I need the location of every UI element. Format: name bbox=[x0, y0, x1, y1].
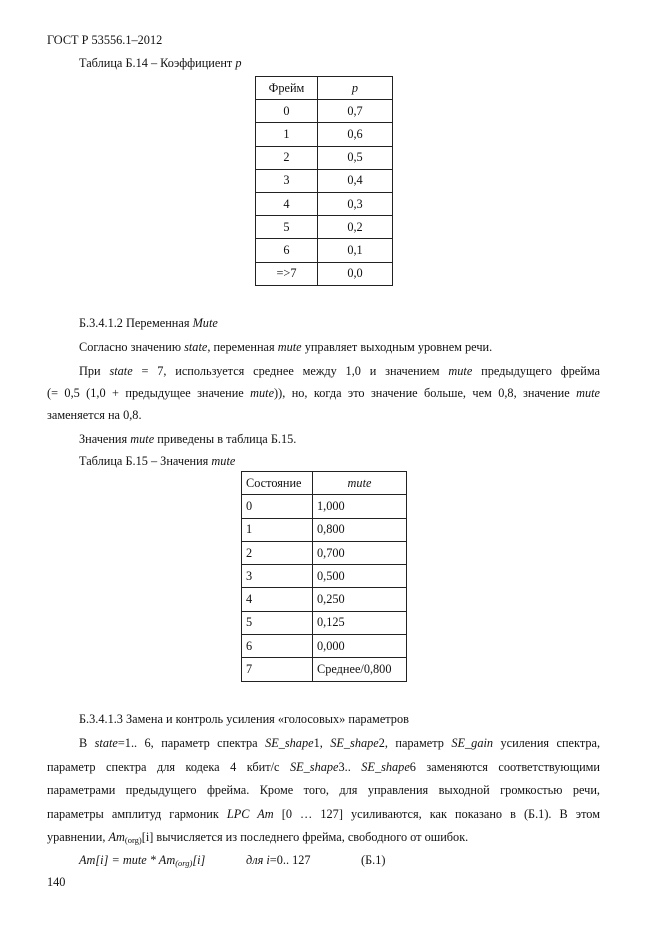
mute-cell: 0,125 bbox=[313, 611, 407, 634]
mute-cell: 0,250 bbox=[313, 588, 407, 611]
frame-cell: =>7 bbox=[256, 262, 318, 285]
state-cell: 1 bbox=[242, 518, 313, 541]
p-cell: 0,2 bbox=[318, 216, 393, 239]
table-row bbox=[242, 518, 407, 541]
p-cell: 0,4 bbox=[318, 169, 393, 192]
table-row bbox=[256, 216, 393, 239]
table-row bbox=[256, 146, 393, 169]
table-row bbox=[242, 635, 407, 658]
gain-paragraph-line-5: уравнении, $Am_{(org)}[i]$ вычисляется из последнего фрейма, свободного от ошибок. bbox=[47, 830, 469, 845]
state-cell: 2 bbox=[242, 541, 313, 564]
table-b15-caption: Таблица Б.15 – Значения mute bbox=[79, 454, 236, 468]
table-row bbox=[242, 611, 407, 634]
table-header-row bbox=[256, 77, 393, 100]
frame-cell: 2 bbox=[256, 146, 318, 169]
table-row bbox=[256, 169, 393, 192]
mute-cell: 0,700 bbox=[313, 541, 407, 564]
gain-paragraph-line-2: параметр спектра для кодека 4 кбит/с SE_shape3.. SE_shape6 заменяются соответствующими bbox=[47, 760, 601, 774]
gain-paragraph-line-4: параметры амплитуд гармоник LPC Am [0 … 127] усиливаются, как показано в (Б.1). В этом bbox=[47, 807, 600, 821]
col-mute-header: mute bbox=[313, 472, 407, 495]
p-cell: 0,5 bbox=[318, 146, 393, 169]
table-row bbox=[256, 262, 393, 285]
table-row bbox=[242, 541, 407, 564]
p-cell: 0,7 bbox=[318, 100, 393, 123]
state-cell: 3 bbox=[242, 565, 313, 588]
frame-cell: 3 bbox=[256, 169, 318, 192]
mute-cell: Среднее/0,800 bbox=[313, 658, 407, 681]
frame-cell: 5 bbox=[256, 216, 318, 239]
p-cell: 0,0 bbox=[318, 262, 393, 285]
table-b15 bbox=[241, 471, 407, 682]
table-row bbox=[242, 565, 407, 588]
mute-paragraph-2-line-1: При state = 7, используется среднее между 1,0 и значением mute предыдущего фрейма bbox=[79, 364, 600, 378]
mute-paragraph-1: Согласно значению state, переменная mute управляет выходным уровнем речи. bbox=[79, 340, 493, 354]
mute-cell: 0,800 bbox=[313, 518, 407, 541]
table-row bbox=[256, 239, 393, 262]
table-row bbox=[242, 588, 407, 611]
table-row bbox=[242, 658, 407, 681]
col-frame-header: Фрейм bbox=[256, 77, 318, 100]
mute-section-heading: Б.3.4.1.2 Переменная Mute bbox=[79, 316, 218, 330]
state-cell: 6 bbox=[242, 635, 313, 658]
formula-number: (Б.1) bbox=[361, 853, 386, 867]
state-cell: 4 bbox=[242, 588, 313, 611]
state-cell: 7 bbox=[242, 658, 313, 681]
table-row bbox=[256, 192, 393, 215]
mute-paragraph-3: Значения mute приведены в таблица Б.15. bbox=[79, 432, 297, 446]
page-number: 140 bbox=[47, 875, 66, 889]
p-cell: 0,1 bbox=[318, 239, 393, 262]
formula-condition: для i=0.. 127 bbox=[246, 853, 311, 867]
table-header-row bbox=[242, 472, 407, 495]
gain-paragraph-line-1: В state=1.. 6, параметр спектра SE_shape1, SE_shape2, параметр SE_gain усиления спектра, bbox=[79, 736, 601, 750]
table-row bbox=[256, 123, 393, 146]
mute-paragraph-2-line-2: (= 0,5 (1,0 + предыдущее значение mute)), но, когда это значение больше, чем 0,8, значение mute bbox=[47, 386, 600, 400]
mute-cell: 0,000 bbox=[313, 635, 407, 658]
frame-cell: 6 bbox=[256, 239, 318, 262]
col-state-header: Состояние bbox=[242, 472, 313, 495]
mute-cell: 1,000 bbox=[313, 495, 407, 518]
frame-cell: 1 bbox=[256, 123, 318, 146]
standard-header: ГОСТ Р 53556.1–2012 bbox=[47, 33, 163, 47]
gain-paragraph-line-3: параметрами предыдущего фрейма. Кроме того, для управления выходной громкостью речи, bbox=[47, 783, 600, 797]
p-cell: 0,3 bbox=[318, 192, 393, 215]
frame-cell: 0 bbox=[256, 100, 318, 123]
table-row bbox=[242, 495, 407, 518]
table-b14-caption: Таблица Б.14 – Коэффициент p bbox=[79, 56, 242, 70]
table-b14 bbox=[255, 76, 393, 286]
p-cell: 0,6 bbox=[318, 123, 393, 146]
state-cell: 0 bbox=[242, 495, 313, 518]
gain-section-heading: Б.3.4.1.3 Замена и контроль усиления «голосовых» параметров bbox=[79, 712, 409, 726]
table-row bbox=[256, 100, 393, 123]
frame-cell: 4 bbox=[256, 192, 318, 215]
mute-cell: 0,500 bbox=[313, 565, 407, 588]
formula-b1: Am[i] = mute * $Am_{(org)}[i]$ bbox=[79, 853, 206, 868]
mute-paragraph-2-line-3: заменяется на 0,8. bbox=[47, 408, 142, 422]
col-p-header: p bbox=[318, 77, 393, 100]
state-cell: 5 bbox=[242, 611, 313, 634]
